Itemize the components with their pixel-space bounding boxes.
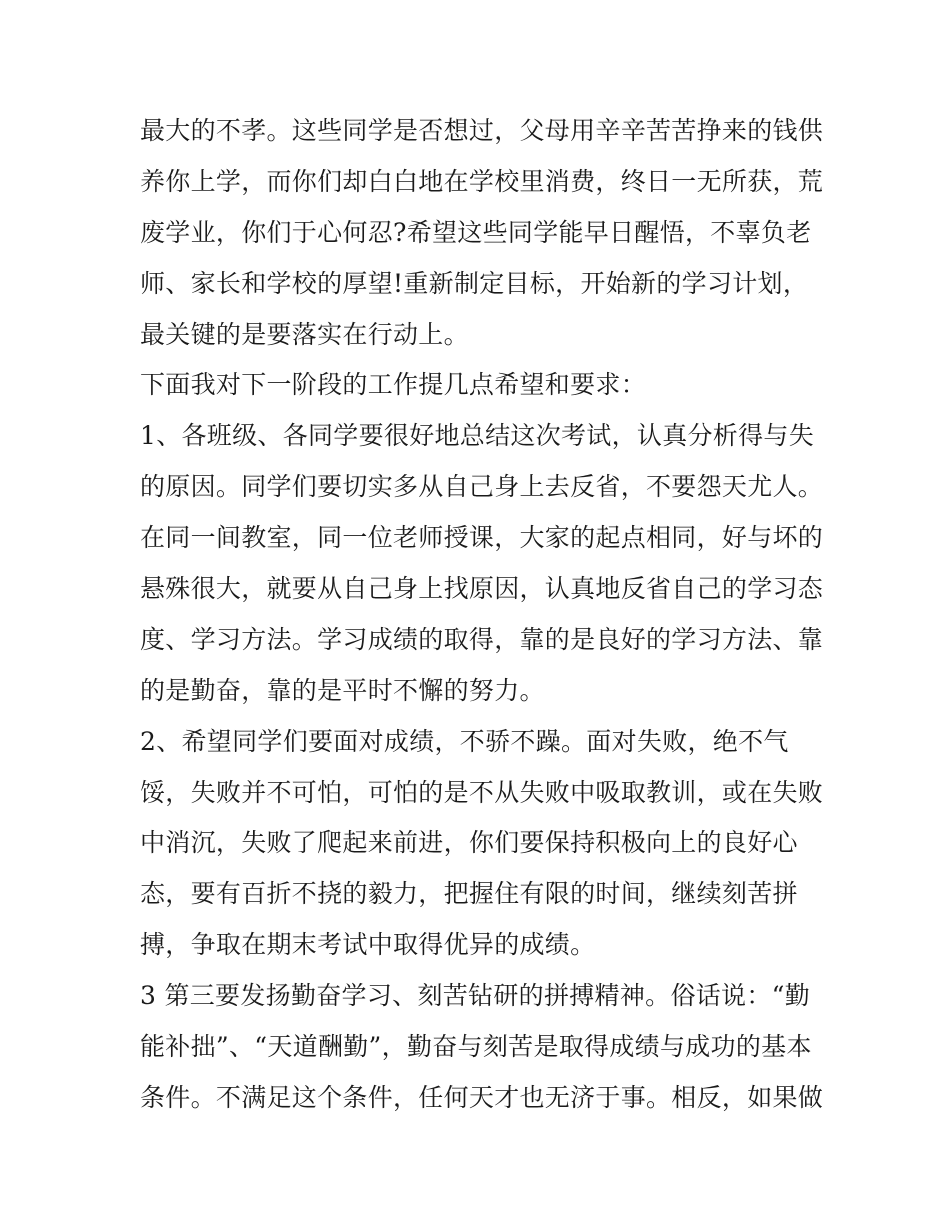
paragraph-line: 2、希望同学们要面对成绩，不骄不躁。面对失败，绝不气	[140, 726, 789, 756]
paragraph-line: 下面我对下一阶段的工作提几点希望和要求：	[140, 370, 647, 400]
paragraph-line: 度、学习方法。学习成绩的取得，靠的是良好的学习方法、靠	[140, 624, 824, 654]
paragraph-line: 1、各班级、各同学要很好地总结这次考试，认真分析得与失	[140, 421, 815, 451]
paragraph-line: 的原因。同学们要切实多从自己身上去反省，不要怨天尤人。	[140, 472, 824, 502]
paragraph-line: 养你上学，而你们却白白地在学校里消费，终日一无所获，荒	[140, 166, 824, 196]
document-body	[140, 106, 824, 1124]
paragraph-line: 态，要有百折不挠的毅力，把握住有限的时间，继续刻苦拼	[140, 879, 798, 909]
paragraph-line: 在同一间教室，同一位老师授课，大家的起点相同，好与坏的	[140, 523, 824, 553]
paragraph-line: 的是勤奋，靠的是平时不懈的努力。	[140, 675, 545, 705]
paragraph-line: 馁，失败并不可怕，可怕的是不从失败中吸取教训，或在失败	[140, 777, 824, 807]
paragraph-line: 最关键的是要落实在行动上。	[140, 319, 469, 349]
paragraph-line: 中消沉，失败了爬起来前进，你们要保持积极向上的良好心	[140, 828, 798, 858]
paragraph-line: 悬殊很大，就要从自己身上找原因，认真地反省自己的学习态	[140, 574, 824, 604]
paragraph-line: 最大的不孝。这些同学是否想过，父母用辛辛苦苦挣来的钱供	[140, 116, 824, 145]
paragraph-line: 3 第三要发扬勤奋学习、刻苦钻研的拼搏精神。俗话说：“勤	[140, 981, 811, 1011]
paragraph-line: 能补拙”、“天道酬勤”，勤奋与刻苦是取得成绩与成功的基本	[140, 1032, 812, 1062]
paragraph-line: 师、家长和学校的厚望!重新制定目标，开始新的学习计划，	[140, 268, 809, 298]
paragraph-line: 搏，争取在期末考试中取得优异的成绩。	[140, 930, 596, 960]
paragraph-line: 条件。不满足这个条件，任何天才也无济于事。相反，如果做	[140, 1082, 824, 1112]
paragraph-line: 废学业，你们于心何忍?希望这些同学能早日醒悟，不辜负老	[140, 217, 812, 247]
